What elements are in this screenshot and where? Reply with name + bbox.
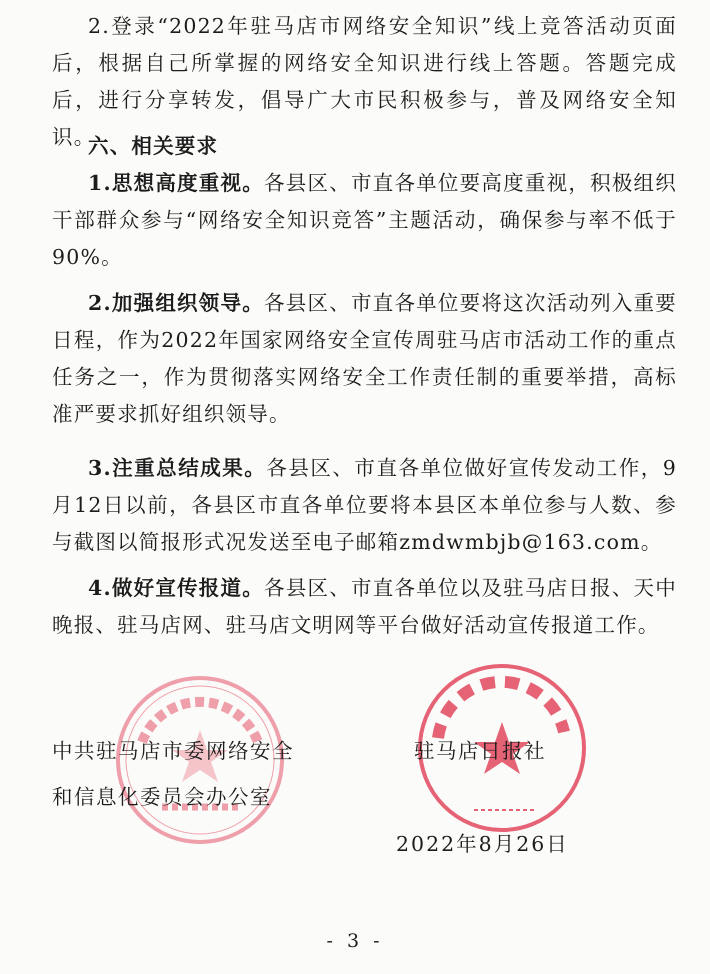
signature-left-line-1: 中共驻马店市委网络安全 bbox=[52, 739, 294, 763]
paragraph-requirement-1 bbox=[52, 165, 677, 276]
requirement-3-body: 各县区、市直各单位做好宣传发动工作，9月12日以前，各县区市直各单位要将本县区本单位参与人数、参与截图以简报形式况发送至电子邮箱zmdwmbjb@163.com。 bbox=[52, 456, 678, 554]
paragraph-requirement-2 bbox=[52, 285, 677, 433]
paragraph-requirement-4 bbox=[52, 570, 677, 644]
requirement-4-body: 各县区、市直各单位以及驻马店日报、天中晚报、驻马店网、驻马店文明网等平台做好活动宣传报道工作。 bbox=[52, 576, 677, 637]
paragraph-requirement-3 bbox=[52, 450, 677, 561]
page-number: - 3 - bbox=[326, 930, 384, 952]
issue-date: 2022年8月26日 bbox=[396, 832, 569, 856]
requirement-1-body: 各县区、市直各单位要高度重视，积极组织干部群众参与“网络安全知识竞答”主题活动，确保参与率不低于90%。 bbox=[52, 171, 677, 269]
item-2-text: 2.登录“2022年驻马店市网络安全知识”线上竞答活动页面后，根据自己所掌握的网络安全知识进行线上答题。答题完成后，进行分享转发，倡导广大市民积极参与，普及网络安全知识。 bbox=[52, 14, 677, 149]
requirement-3-lead: 3.注重总结成果。 bbox=[88, 456, 267, 480]
requirement-2-body: 各县区、市直各单位要将这次活动列入重要日程，作为2022年国家网络安全宣传周驻马店市活动工作的重点任务之一，作为贯彻落实网络安全工作责任制的重要举措，高标准严要求抓好组织领导。 bbox=[52, 291, 677, 426]
requirement-4-lead: 4.做好宣传报道。 bbox=[88, 576, 265, 600]
signature-right: 驻马店日报社 bbox=[414, 739, 546, 763]
signature-left-line-2: 和信息化委员会办公室 bbox=[52, 785, 272, 809]
section-heading: 六、相关要求 bbox=[88, 134, 219, 158]
requirement-2-lead: 2.加强组织领导。 bbox=[88, 291, 265, 315]
requirement-1-lead: 1.思想高度重视。 bbox=[88, 171, 265, 195]
